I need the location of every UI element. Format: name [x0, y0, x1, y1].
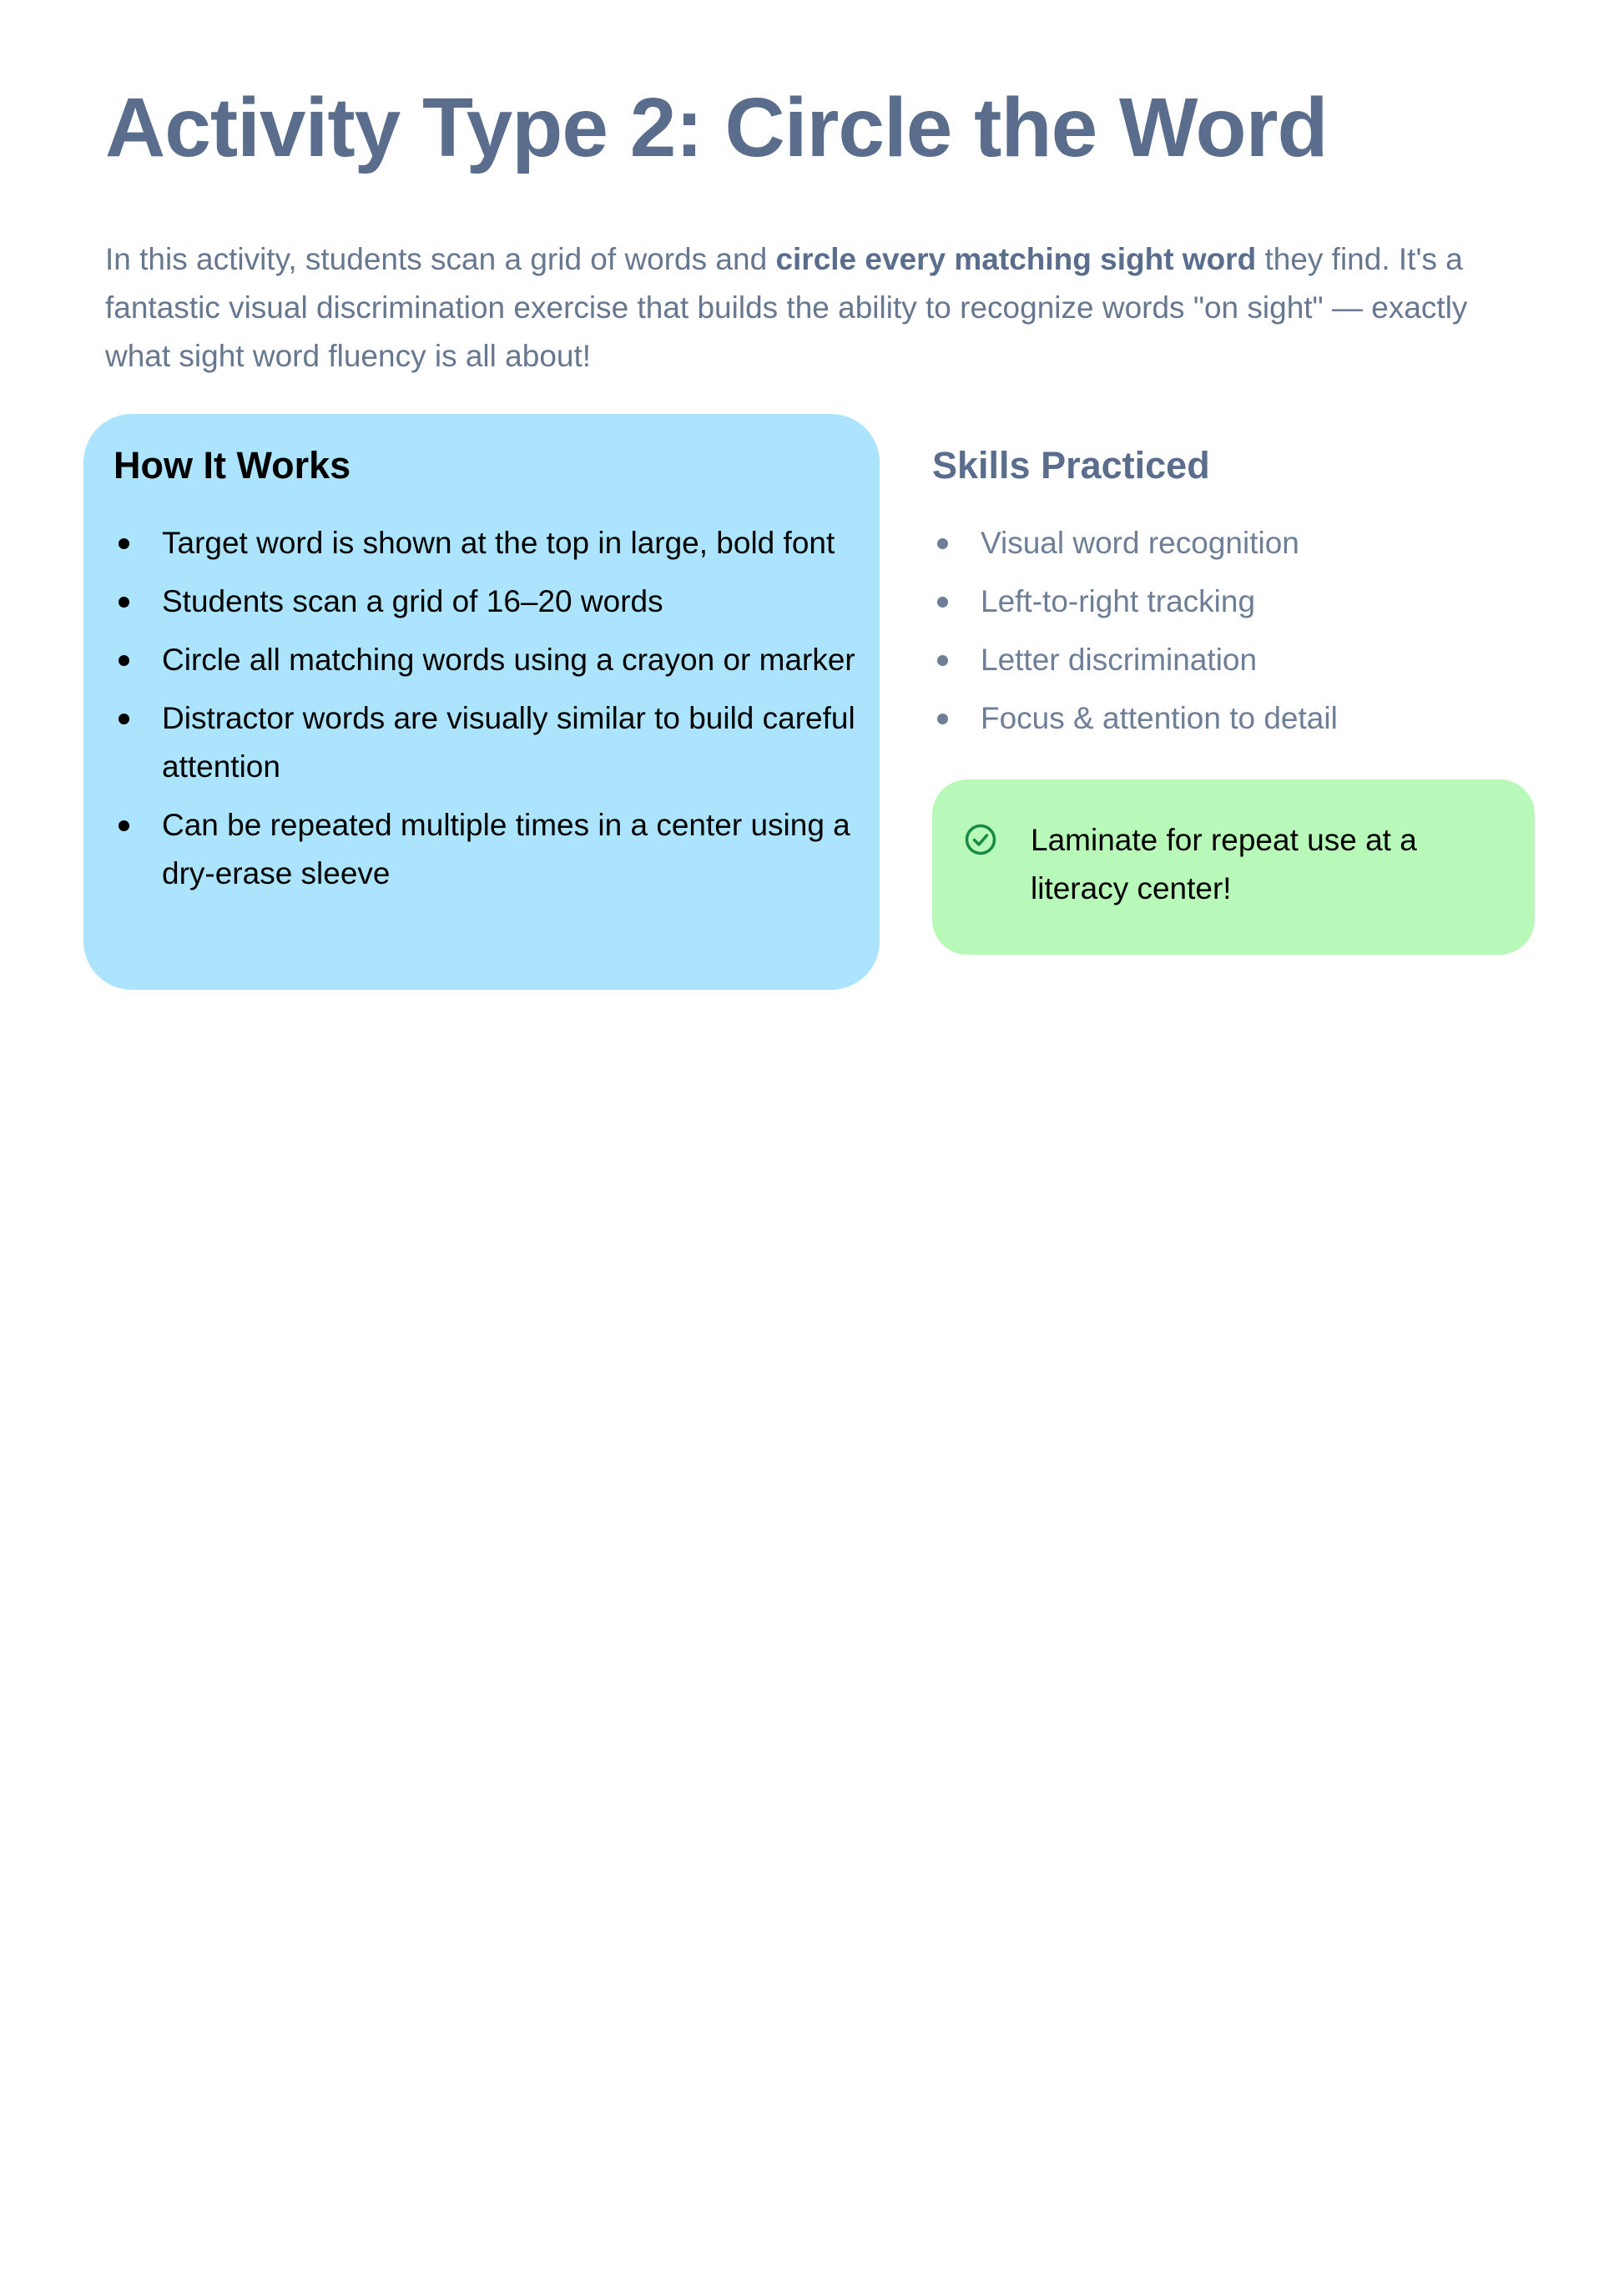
intro-text-start: In this activity, students scan a grid of words and	[105, 242, 776, 276]
page-title: Activity Type 2: Circle the Word	[105, 81, 1328, 174]
tip-callout	[932, 779, 1535, 955]
tip-text: Laminate for repeat use at a literacy center!	[1031, 823, 1417, 905]
list-item-text: Visual word recognition	[981, 526, 1299, 560]
list-item	[113, 636, 856, 684]
bullet-icon	[937, 538, 948, 549]
list-item-text: Distractor words are visually similar to build careful attention	[162, 701, 855, 784]
list-item	[113, 694, 856, 791]
list-item	[932, 636, 1533, 684]
bullet-icon	[937, 655, 948, 666]
list-item	[113, 801, 856, 898]
list-item-text: Students scan a grid of 16–20 words	[162, 584, 663, 618]
how-it-works-title: How It Works	[113, 444, 351, 487]
list-item	[932, 519, 1533, 567]
intro-emphasis: circle every matching sight word	[775, 242, 1257, 276]
intro-paragraph	[105, 235, 1524, 381]
bullet-icon	[937, 597, 948, 608]
list-item	[932, 694, 1533, 743]
how-it-works-list	[113, 519, 856, 908]
bullet-icon	[937, 714, 948, 724]
bullet-icon	[119, 655, 129, 666]
skills-practiced-list	[932, 519, 1533, 753]
list-item-text: Focus & attention to detail	[981, 701, 1338, 735]
list-item-text: Can be repeated multiple times in a center using a dry-erase sleeve	[162, 808, 850, 890]
list-item	[932, 578, 1533, 626]
list-item	[113, 578, 856, 626]
check-circle-icon	[964, 823, 997, 856]
list-item-text: Letter discrimination	[981, 643, 1258, 677]
bullet-icon	[119, 597, 129, 608]
list-item-text: Target word is shown at the top in large, bold font	[162, 526, 835, 560]
bullet-icon	[119, 714, 129, 724]
bullet-icon	[119, 820, 129, 831]
skills-practiced-title: Skills Practiced	[932, 444, 1210, 487]
list-item-text: Circle all matching words using a crayon or marker	[162, 643, 855, 677]
how-it-works-card	[83, 414, 880, 990]
list-item-text: Left-to-right tracking	[981, 584, 1256, 618]
intro-text-end: they find. It's a fantastic visual discrimination exercise that builds the ability to recognize words "on sight" — exactly what sight word fluency is all about!	[105, 242, 1468, 373]
bullet-icon	[119, 538, 129, 549]
list-item	[113, 519, 856, 567]
